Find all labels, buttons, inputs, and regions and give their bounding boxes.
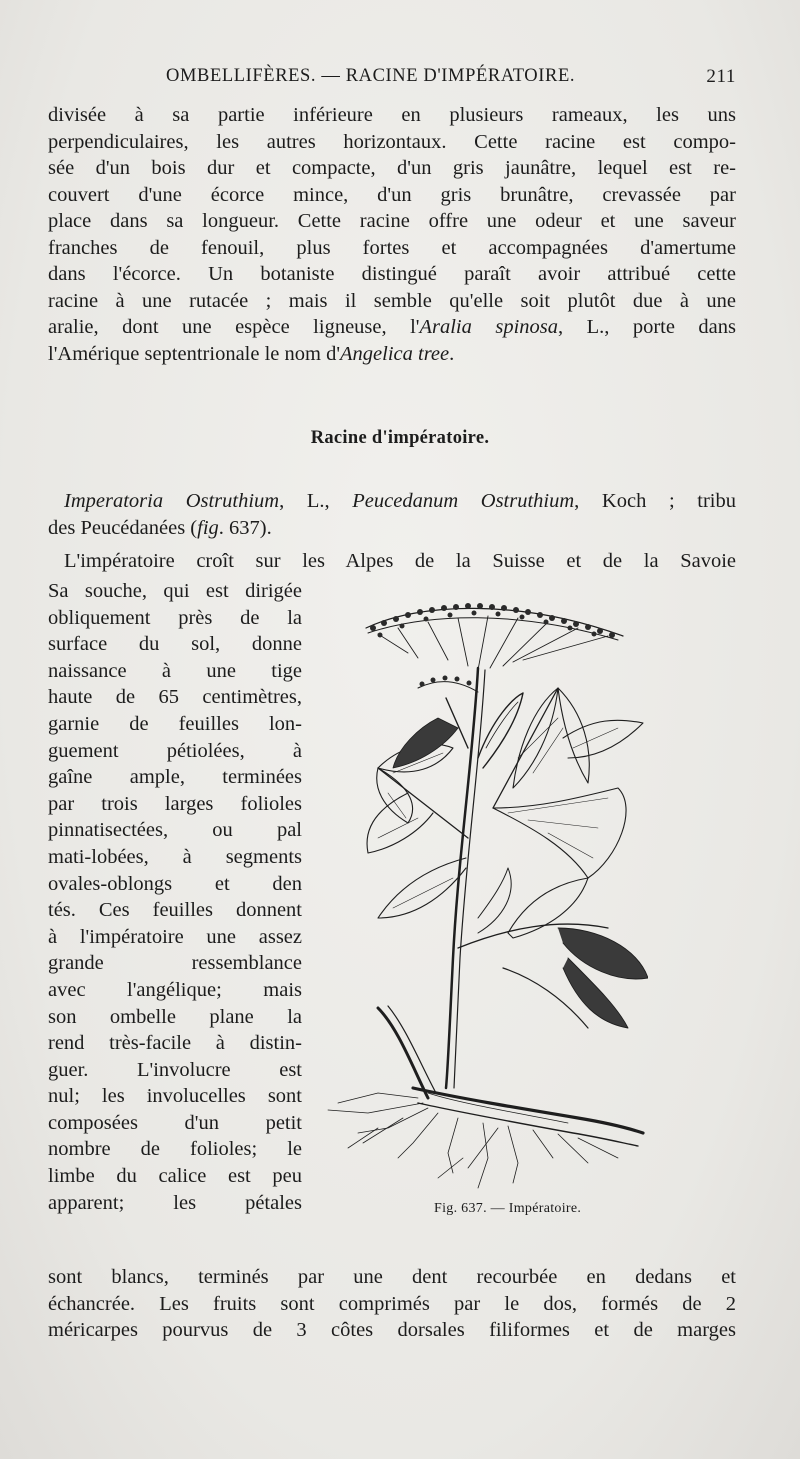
text-line: place dans sa longueur. Cette racine offre une odeur et une saveur: [48, 210, 736, 232]
habitat-paragraph: [48, 548, 736, 575]
page-header: [48, 62, 736, 92]
text-line: méricarpes pourvus de 3 côtes dorsales filiformes et de marges: [48, 1319, 736, 1341]
text-line: [48, 515, 736, 542]
text-line: nombre de folioles; le: [48, 1138, 302, 1161]
text-line: grande ressemblance: [48, 952, 302, 975]
text-line: tés. Ces feuilles donnent: [48, 899, 302, 922]
text-line: haute de 65 centimètres,: [48, 686, 302, 709]
text-line: pinnatisectées, ou pal: [48, 819, 302, 842]
text-line: surface du sol, donne: [48, 633, 302, 656]
text-line: couvert d'une écorce mince, d'un gris brunâtre, crevassée par: [48, 183, 736, 206]
text-line: [48, 314, 736, 341]
text-line: gaîne ample, terminées: [48, 766, 302, 789]
text-line: à l'impératoire une assez: [48, 925, 302, 948]
text-line: son ombelle plane la: [48, 1005, 302, 1028]
text-line: [48, 341, 736, 368]
text-line: échancrée. Les fruits sont comprimés par le dos, formés de 2: [48, 1292, 736, 1315]
text-line: guer. L'involucre est: [48, 1058, 302, 1081]
text-line: ovales-oblongs et den: [48, 872, 302, 895]
text-line: dans l'écorce. Un botaniste distingué paraît avoir attribué cette: [48, 263, 736, 285]
text-run: .: [449, 342, 455, 365]
text-line: nul; les involucelles sont: [48, 1085, 302, 1108]
text-line: racine à une rutacée ; mais il semble qu'elle soit plutôt due à une: [48, 289, 736, 312]
text-run: des Peucédanées (: [48, 516, 198, 539]
text-line: garnie de feuilles lon-: [48, 712, 302, 735]
page-number: 211: [706, 66, 736, 87]
text-line: L'impératoire croît sur les Alpes de la Suisse et de la Savoie: [64, 550, 736, 572]
species-name: Angelica tree: [340, 342, 450, 365]
text-line: limbe du calice est peu: [48, 1165, 302, 1188]
figure-reference: fig: [197, 516, 219, 539]
text-line: guement pétiolées, à: [48, 739, 302, 762]
text-line: [48, 488, 736, 515]
text-line: perpendiculaires, les autres horizontaux. Cette racine est compo-: [48, 130, 736, 153]
text-line: obliquement près de la: [48, 606, 302, 629]
text-line: sont blancs, terminés par une dent recourbée en dedans et: [48, 1266, 736, 1288]
figure-caption: Fig. 637. — Impératoire.: [434, 1201, 582, 1216]
species-name: Peucedanum Ostruthium: [352, 490, 575, 512]
text-line: par trois larges folioles: [48, 792, 302, 815]
paragraph-petals-fruits: [48, 1264, 736, 1344]
text-run: , Koch ; tribu: [574, 490, 736, 512]
text-line: naissance à une tige: [48, 659, 302, 682]
text-line: apparent; les pétales: [48, 1191, 302, 1214]
text-run: aralie, dont une espèce ligneuse, l': [48, 316, 420, 338]
text-line: avec l'angélique; mais: [48, 978, 302, 1001]
section-heading: Racine d'impératoire.: [310, 428, 490, 448]
text-line: composées d'un petit: [48, 1111, 302, 1134]
species-name: Aralia spinosa: [419, 316, 558, 338]
paragraph-root-description: [48, 102, 736, 367]
text-line: mati-lobées, à segments: [48, 845, 302, 868]
species-name: Imperatoria Ostruthium: [64, 490, 280, 512]
wrapped-text-column: [48, 578, 302, 1216]
text-run: l'Amérique septentrionale le nom d': [48, 342, 341, 365]
text-line: rend très-facile à distin-: [48, 1032, 302, 1055]
text-run: . 637).: [218, 516, 272, 539]
text-line: divisée à sa partie inférieure en plusieurs rameaux, les uns: [48, 104, 736, 126]
text-line: sée d'un bois dur et compacte, d'un gris jaunâtre, lequel est re-: [48, 157, 736, 179]
text-run: , L.,: [279, 490, 353, 512]
text-run: , L., porte dans: [558, 316, 736, 338]
running-title: OMBELLIFÈRES. — RACINE D'IMPÉRATOIRE.: [166, 66, 576, 86]
text-line: franches de fenouil, plus fortes et accompagnées d'amertume: [48, 236, 736, 259]
text-line: Sa souche, qui est dirigée: [48, 580, 302, 602]
synonymy-paragraph: [48, 488, 736, 541]
imperatoria-plant-engraving-icon: [318, 598, 648, 1198]
